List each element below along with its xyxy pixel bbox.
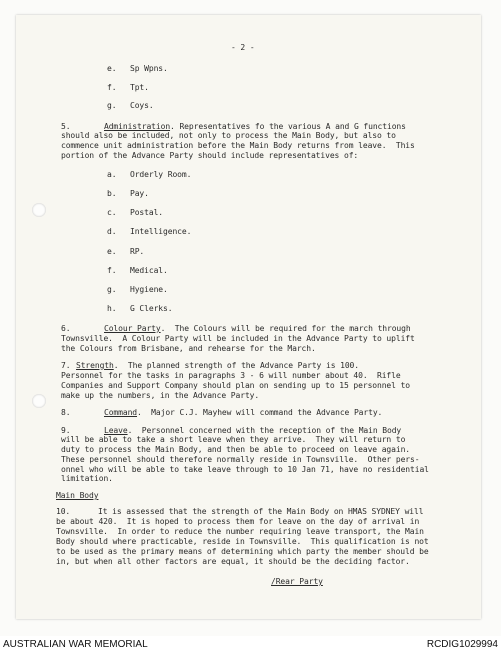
paragraph-line: Townsville. A Colour Party will be included in the Advance Party to uplift: [61, 334, 415, 343]
list-item-letter: e.: [107, 247, 117, 256]
paragraph-line: It is assessed that the strength of the Main Body on HMAS SYDNEY will: [98, 507, 424, 516]
paragraph-heading: Administration: [104, 122, 171, 131]
paragraph-line: Body should where practicable, reside in Townsville. This qualification is not: [56, 537, 429, 546]
paragraph-line: These personnel should therefore normally reside in Townsville. Other pers-: [61, 455, 420, 464]
archive-footer: [0, 636, 501, 654]
paragraph-line: to be used as the primary means of determining which party the member should be: [56, 547, 429, 556]
paragraph-text: . Representatives fo the various A and G functions: [170, 122, 406, 131]
paragraph-heading: Leave: [104, 426, 128, 435]
punch-hole: [32, 394, 46, 408]
paragraph-number: 10.: [56, 507, 71, 516]
paragraph-line: Personnel for the tasks in paragraphs 3 - 6 will number about 40. Rifle: [61, 371, 401, 380]
list-item-letter: f.: [107, 83, 117, 92]
list-item-letter: g.: [107, 285, 117, 294]
paragraph-heading: Command: [104, 408, 138, 417]
paragraph-text: . Major C.J. Mayhew will command the Advance Party.: [137, 408, 383, 417]
paragraph-number: 5.: [61, 122, 71, 131]
paragraph-text: . The Colours will be required for the march through: [160, 324, 411, 333]
list-item-letter: a.: [107, 170, 117, 179]
list-item-text: Hygiene.: [130, 285, 168, 294]
list-item-letter: f.: [107, 266, 117, 275]
list-item-text: Orderly Room.: [130, 170, 192, 179]
punch-hole: [32, 203, 46, 217]
list-item-text: Pay.: [130, 189, 149, 198]
paragraph-heading: Strength: [76, 361, 114, 370]
paragraph-line: commence unit administration before the Main Body returns from leave. This: [61, 141, 415, 150]
paragraph-line: Townsville. In order to reduce the number requiring leave transport, the Main: [56, 527, 424, 536]
page-number: - 2 -: [231, 43, 255, 52]
paragraph-line: duty to process the Main Body, and then be able to proceed on leave again.: [61, 445, 411, 454]
paragraph-text: . The planned strength of the Advance Party is 100.: [113, 361, 359, 370]
paragraph-number: 6.: [61, 324, 71, 333]
list-item-text: G Clerks.: [130, 304, 173, 313]
paragraph-line: will be able to take a short leave when they arrive. They will return to: [61, 435, 406, 444]
list-item-text: Postal.: [130, 208, 164, 217]
continuation-marker: /Rear Party: [271, 577, 323, 586]
list-item-text: Medical.: [130, 266, 168, 275]
paragraph-text: . Personnel concerned with the reception of the Main Body: [127, 426, 402, 435]
paragraph-number: 9.: [61, 426, 71, 435]
list-item-text: Intelligence.: [130, 227, 192, 236]
paragraph-line: the Colours from Brisbane, and rehearse for the March.: [61, 344, 316, 353]
list-item-letter: b.: [107, 189, 117, 198]
paragraph-8-first-line: [104, 408, 382, 418]
paragraph-line: onnel who will be able to take leave through to 10 Jan 71, have no residential: [61, 465, 429, 474]
footer-record-id: RCDIG1029994: [426, 639, 498, 650]
footer-source: AUSTRALIAN WAR MEMORIAL: [3, 639, 148, 650]
paragraph-line: in, but when all other factors are equal, it should be the deciding factor.: [56, 557, 410, 566]
paragraph-7-first-line: [76, 361, 359, 371]
paragraph-number: 7.: [61, 361, 71, 370]
paragraph-number: 8.: [61, 408, 71, 417]
list-item-letter: h.: [107, 304, 117, 313]
section-heading: Main Body: [56, 491, 99, 500]
list-item-text: Coys.: [130, 101, 154, 110]
paragraph-heading: Colour Party: [104, 324, 161, 333]
list-item-text: RP.: [130, 247, 145, 256]
paragraph-line: should also be included, not only to process the Main Body, but also to: [61, 131, 396, 140]
paragraph-line: be about 420. It is hoped to process them for leave on the day of arrival in: [56, 517, 420, 526]
list-item-letter: c.: [107, 208, 117, 217]
paragraph-line: Companies and Support Company should plan on sending up to 15 personnel to: [61, 381, 411, 390]
paragraph-line: limitation.: [61, 474, 113, 483]
list-item-text: Sp Wpns.: [130, 64, 168, 73]
list-item-text: Tpt.: [130, 83, 149, 92]
paragraph-line: make up the numbers, in the Advance Party.: [61, 391, 260, 400]
list-item-letter: g.: [107, 101, 117, 110]
list-item-letter: e.: [107, 64, 117, 73]
paragraph-line: portion of the Advance Party should include representatives of:: [61, 151, 359, 160]
paragraph-6-first-line: [104, 324, 411, 334]
list-item-letter: d.: [107, 227, 117, 236]
